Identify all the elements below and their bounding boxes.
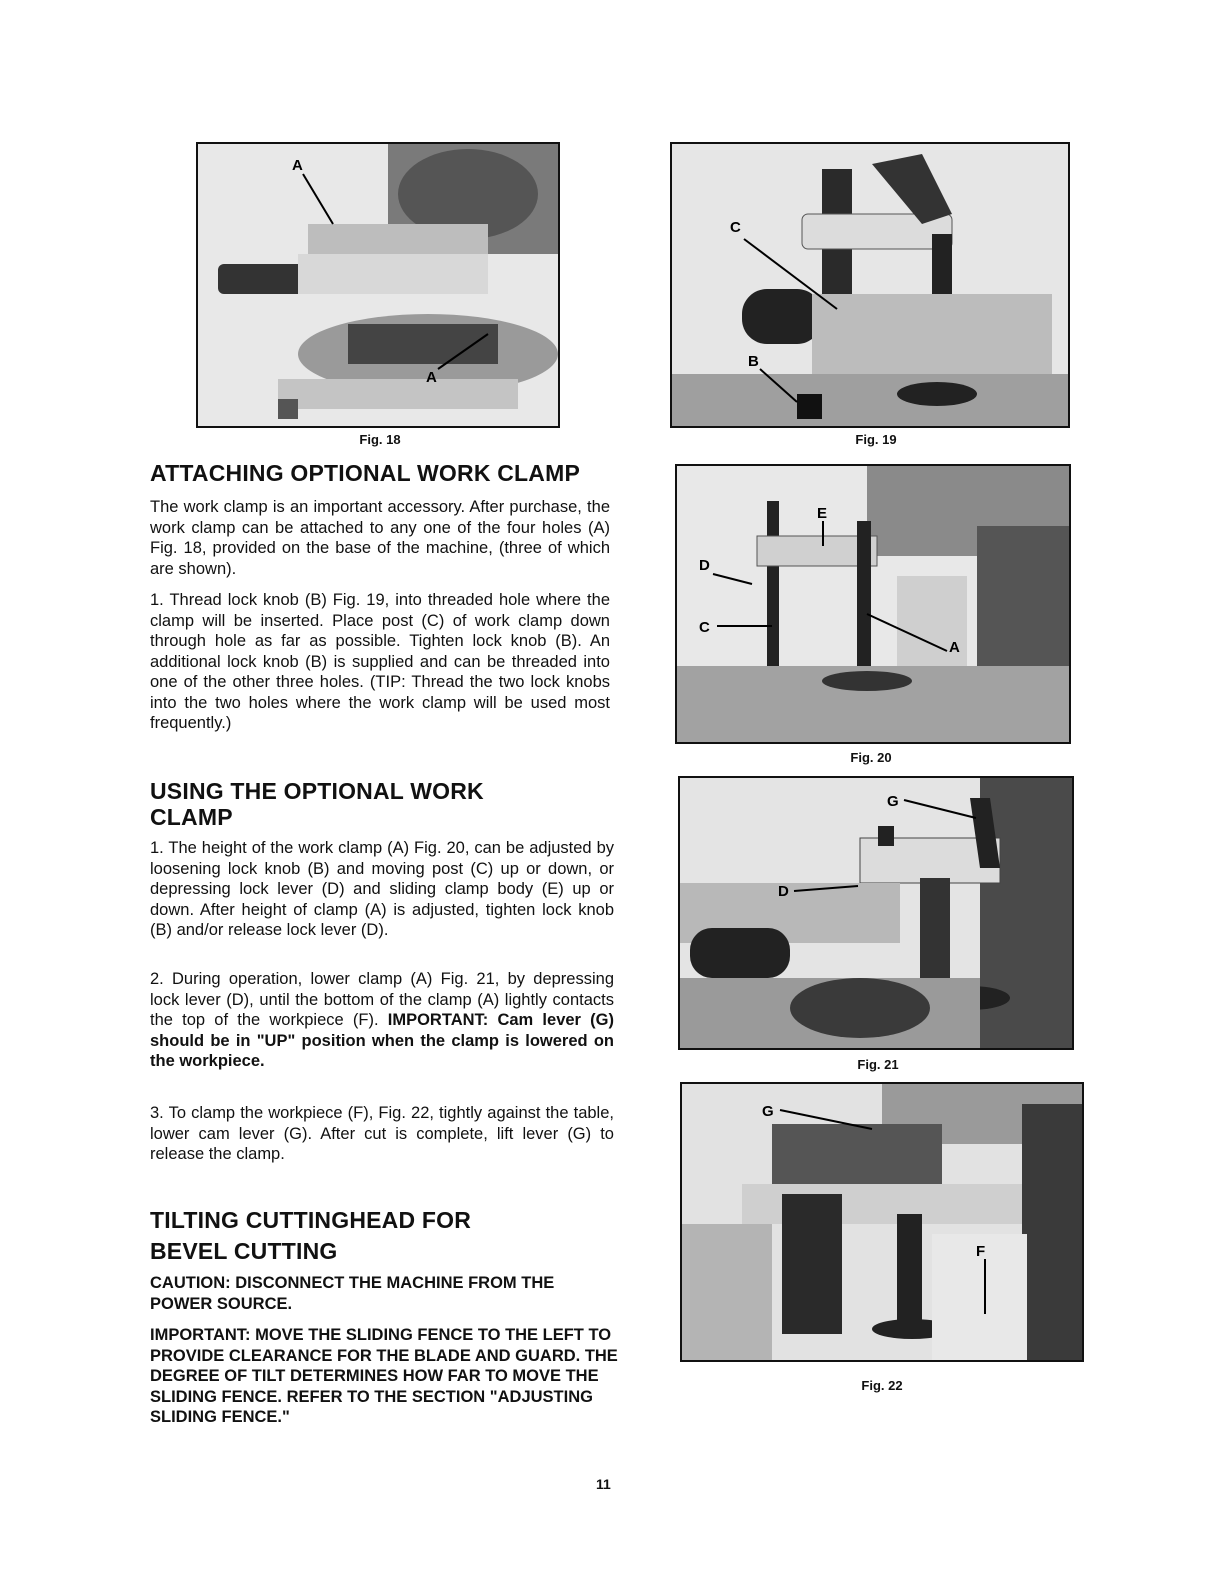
figure-22 — [680, 1082, 1084, 1362]
fig20-label-a: A — [949, 639, 960, 656]
page-number: 11 — [596, 1476, 611, 1492]
fig18-label-a2: A — [426, 369, 437, 386]
fig19-caption: Fig. 19 — [855, 432, 897, 447]
heading-tilting-line-2: BEVEL CUTTING — [150, 1238, 338, 1264]
fig18-label-a: A — [292, 157, 303, 174]
figure-18-photo — [198, 144, 558, 426]
using-step-2-important: IMPORTANT: Cam lever (G) should be in "UP" position when the clamp is lowered on the workpiece. — [150, 1011, 614, 1070]
using-step-2 — [150, 969, 614, 1072]
figure-21-photo — [680, 778, 1072, 1048]
heading-using-line-1: USING THE OPTIONAL WORK — [150, 778, 484, 804]
tilting-important: IMPORTANT: MOVE THE SLIDING FENCE TO THE LEFT TO PROVIDE CLEARANCE FOR THE BLADE AND GUARD. THE DEGREE OF TILT DETERMINES HOW FAR TO MOVE THE SLIDING FENCE. REFER TO THE SECTION "ADJUSTING SLIDING FENCE." — [150, 1326, 618, 1426]
using-step-1: 1. The height of the work clamp (A) Fig. 20, can be adjusted by loosening lock knob (B) and moving post (C) up or down, or depressing lock lever (D) and sliding clamp body (E) up or down. After height of clamp (A) is adjusted, tighten lock knob (B) and/or release lock lever (D). — [150, 839, 614, 939]
fig21-label-d: D — [778, 883, 789, 900]
heading-using-line-2: CLAMP — [150, 804, 233, 830]
figure-19 — [670, 142, 1070, 428]
fig19-label-c: C — [730, 219, 741, 236]
fig20-caption: Fig. 20 — [850, 750, 892, 765]
using-step-2-text: 2. During operation, lower clamp (A) Fig. 21, by depressing lock lever (D), until the bottom of the clamp (A) lightly contacts the top of the workpiece (F). — [150, 970, 614, 1029]
fig20-label-e: E — [817, 505, 828, 522]
fig21-label-g: G — [887, 793, 899, 810]
figure-22-photo — [682, 1084, 1082, 1360]
attaching-step-1: 1. Thread lock knob (B) Fig. 19, into threaded hole where the clamp will be inserted. Place post (C) of work clamp down through hole as far as possible. Tighten lock knob (B). An additional lock knob (B) is supplied and can be threaded into one of the other three holes. (TIP: Thread the two lock knobs into the two holes where the work clamp will be used most frequently.) — [150, 591, 610, 732]
fig19-label-b: B — [748, 353, 759, 370]
figure-21 — [678, 776, 1074, 1050]
fig20-label-d: D — [699, 557, 710, 574]
heading-tilting-cuttinghead — [150, 1205, 610, 1267]
fig18-caption: Fig. 18 — [359, 432, 401, 447]
heading-tilting-line-1: TILTING CUTTINGHEAD FOR — [150, 1207, 472, 1233]
figure-20-photo — [677, 466, 1069, 742]
attaching-intro: The work clamp is an important accessory. After purchase, the work clamp can be attached to any one of the four holes (A) Fig. 18, provided on the base of the machine, (three of which are shown). — [150, 498, 610, 578]
heading-using-work-clamp — [150, 778, 610, 830]
using-step-3: 3. To clamp the workpiece (F), Fig. 22, tightly against the table, lower cam lever (G). After cut is complete, lift lever (G) to release the clamp. — [150, 1104, 614, 1163]
tilting-caution: CAUTION: DISCONNECT THE MACHINE FROM THE POWER SOURCE. — [150, 1274, 555, 1313]
fig22-caption: Fig. 22 — [861, 1378, 903, 1393]
figure-18 — [196, 142, 560, 428]
fig20-label-c: C — [699, 619, 710, 636]
fig22-label-g: G — [762, 1103, 774, 1120]
fig22-label-f: F — [976, 1243, 986, 1260]
heading-attaching-work-clamp: ATTACHING OPTIONAL WORK CLAMP — [150, 460, 580, 486]
figure-19-photo — [672, 144, 1068, 426]
fig21-caption: Fig. 21 — [857, 1057, 899, 1072]
figure-20 — [675, 464, 1071, 744]
